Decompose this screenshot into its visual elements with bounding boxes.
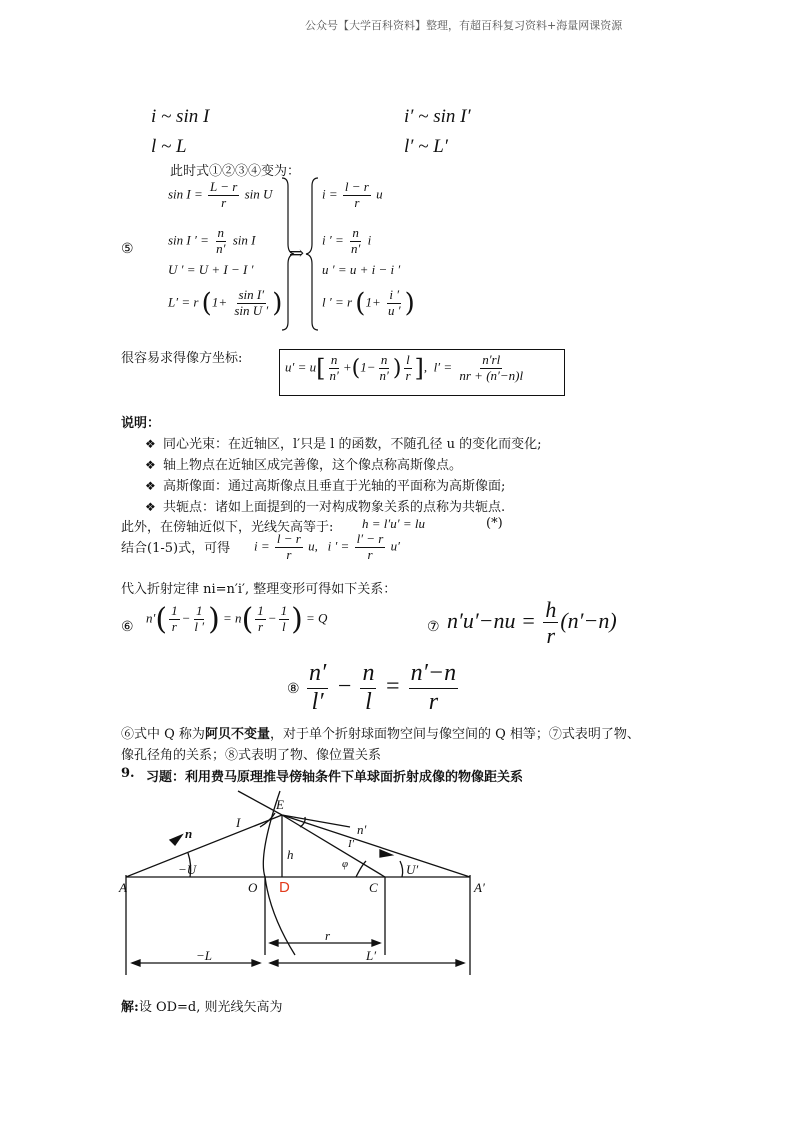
refraction-diagram bbox=[110, 785, 500, 985]
label-minus-U: −U bbox=[178, 862, 197, 877]
equation-6: n′( $\frac{1}{r}$ − $\frac{1}{l '}$ ) = n( $\frac{1}{r}$ − $\frac{1}{l}$ ) = Q bbox=[146, 602, 328, 637]
note-item: ❖ 高斯像面：通过高斯像点且垂直于光轴的平面称为高斯像面; bbox=[145, 479, 506, 494]
approx-i: i ~ sin I bbox=[151, 106, 210, 127]
combine-formula: i = $\frac{l - r}{r}$ u, i ′ = $\frac{l' - r}{r}$ u′ bbox=[254, 531, 400, 562]
label-I: I bbox=[236, 815, 241, 830]
equation-8-marker: ⑧ bbox=[287, 681, 300, 697]
implies-arrow: ⇒ bbox=[289, 243, 305, 264]
label-phi: φ bbox=[342, 858, 349, 870]
notes-title: 说明： bbox=[121, 416, 161, 431]
label-n: n bbox=[185, 826, 193, 841]
height-text: 此外，在傍轴近似下，光线矢高等于: bbox=[121, 520, 334, 535]
equation-7: n′u′−nu = $\frac{h}{r}$ (n′−n) bbox=[447, 597, 617, 649]
label-O: O bbox=[248, 880, 258, 895]
note-item: ❖ 轴上物点在近轴区成完善像，这个像点称高斯像点。 bbox=[145, 458, 463, 473]
equation-8: $\frac{n'}{l'}$ − $\frac{n}{l}$ = $\frac{n'-n}{r}$ bbox=[309, 660, 457, 715]
approx-l: l ~ L bbox=[151, 136, 187, 157]
note-item: ❖ 共轭点：诸如上面提到的一对构成物象关系的点称为共轭点. bbox=[145, 500, 506, 515]
label-h: h bbox=[287, 847, 294, 862]
label-r: r bbox=[325, 928, 331, 943]
label-D: D bbox=[279, 879, 290, 896]
approx-l-prime: l′ ~ L′ bbox=[404, 136, 448, 157]
approx-i-prime: i′ ~ sin I′ bbox=[404, 106, 471, 127]
label-I-prime: I′ bbox=[348, 838, 355, 850]
explanation-line-2: 像孔径角的关系；⑧式表明了物、像位置关系 bbox=[121, 748, 382, 763]
solution-line: 解:设 OD=d, 则光线矢高为 bbox=[121, 1000, 283, 1015]
label-minus-L: −L bbox=[196, 948, 213, 963]
exercise-number: 9. bbox=[121, 766, 135, 781]
result-formula: u′ = u[ $\frac{n}{n'}$ +(1− $\frac{n}{n'}$ ) $\frac{l}{r}$ ], l′ = $\frac{n'rl}{nr + (n'-n)l}$ bbox=[285, 352, 524, 383]
label-E: E bbox=[276, 797, 284, 812]
note-item: ❖ 同心光束：在近轴区，l′只是 l 的函数，不随孔径 u 的变化而变化; bbox=[145, 437, 542, 452]
label-U-prime: U′ bbox=[406, 862, 419, 877]
label-L-prime: L′ bbox=[366, 948, 377, 963]
label-C: C bbox=[369, 880, 378, 895]
height-equation: h = l′u′ = lu bbox=[362, 516, 425, 531]
page-header: 公众号【大学百科资料】整理，有超百科复习资料+海量网课资源 bbox=[305, 19, 623, 32]
refraction-text: 代入折射定律 ni=n′i′, 整理变形可得如下关系： bbox=[121, 582, 397, 597]
intro-text: 此时式①②③④变为： bbox=[170, 164, 301, 179]
star-mark: (*) bbox=[486, 516, 503, 531]
equation-5-marker: ⑤ bbox=[121, 241, 134, 257]
explanation-line-1: ⑥式中 Q 称为阿贝不变量，对于单个折射球面物空间与像空间的 Q 相等；⑦式表明了物、 bbox=[121, 727, 640, 742]
easy-text: 很容易求得像方坐标: bbox=[121, 351, 243, 366]
label-n-prime: n′ bbox=[357, 822, 367, 837]
exercise-title: 习题：利用费马原理推导傍轴条件下单球面折射成像的物像距关系 bbox=[146, 770, 524, 785]
label-A-prime: A′ bbox=[474, 880, 485, 895]
combine-text: 结合(1-5)式，可得 bbox=[121, 541, 231, 556]
equation-7-marker: ⑦ bbox=[427, 619, 440, 635]
equation-6-marker: ⑥ bbox=[121, 619, 134, 635]
label-A: A bbox=[119, 880, 127, 895]
